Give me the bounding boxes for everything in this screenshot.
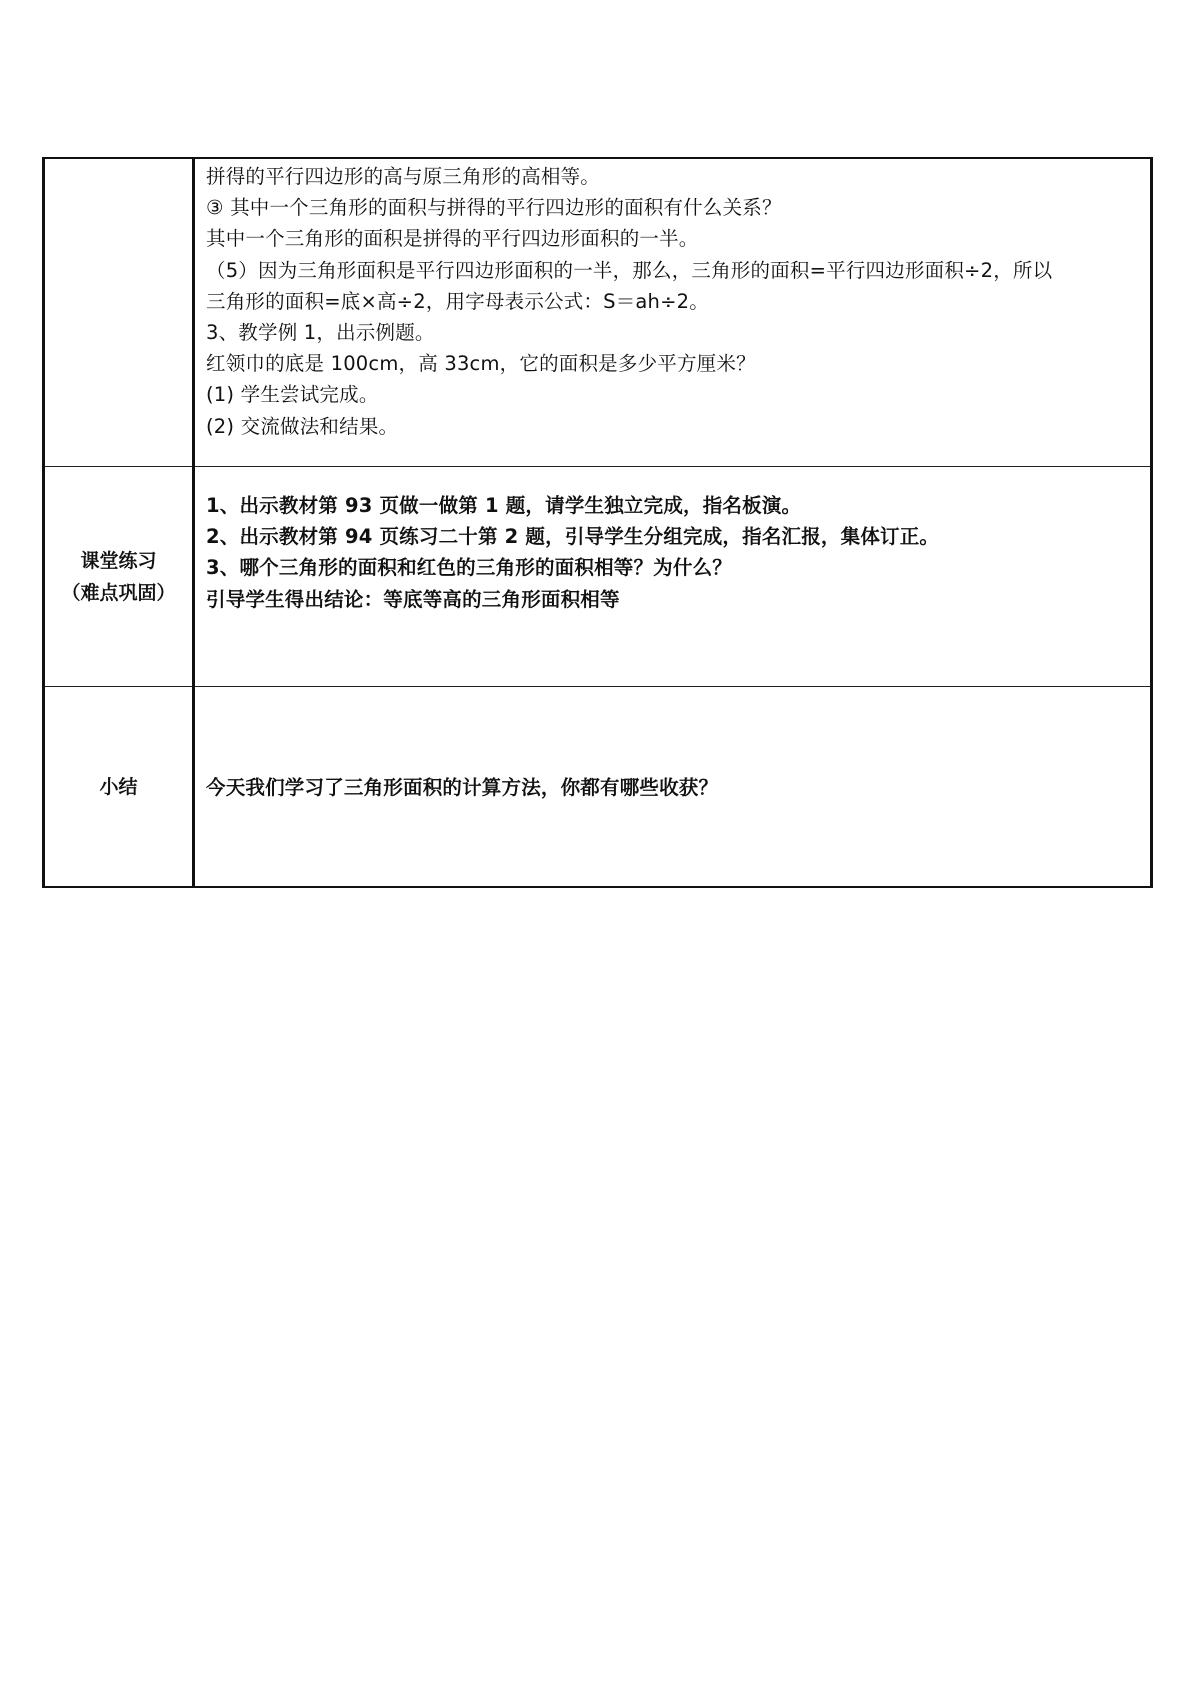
content-line: (1) 学生尝试完成。 — [206, 383, 379, 407]
table-row-summary — [44, 687, 1152, 888]
content-line: （5）因为三角形面积是平行四边形面积的一半，那么，三角形的面积=平行四边形面积÷2，所以 — [206, 258, 1053, 282]
content-line: 1、出示教材第 93 页做一做第 1 题，请学生独立完成，指名板演。 — [206, 494, 802, 517]
content-line: 红领巾的底是 100cm，高 33cm，它的面积是多少平方厘米？ — [206, 352, 756, 376]
row-label-line: （难点巩固） — [61, 581, 176, 604]
content-line: 拼得的平行四边形的高与原三角形的高相等。 — [206, 165, 601, 188]
content-line: 今天我们学习了三角形面积的计算方法，你都有哪些收获？ — [206, 775, 719, 799]
content-cell-summary — [194, 687, 1152, 888]
row-label-empty — [44, 158, 194, 467]
row-label-summary — [44, 687, 194, 888]
content-line: ③ 其中一个三角形的面积与拼得的平行四边形的面积有什么关系？ — [206, 196, 782, 220]
content-line: 3、哪个三角形的面积和红色的三角形的面积相等？为什么？ — [206, 556, 732, 580]
content-cell-teaching-process — [194, 158, 1152, 467]
lesson-plan-table — [42, 157, 1153, 888]
content-line: (2) 交流做法和结果。 — [206, 414, 399, 438]
content-line: 2、出示教材第 94 页练习二十第 2 题，引导学生分组完成，指名汇报，集体订正。 — [206, 525, 940, 549]
content-line: 3、教学例 1，出示例题。 — [206, 321, 435, 345]
content-line: 三角形的面积=底×高÷2，用字母表示公式：S＝ah÷2。 — [206, 289, 709, 313]
content-line: 引导学生得出结论：等底等高的三角形面积相等 — [206, 587, 620, 611]
row-label-line: 小结 — [99, 775, 138, 798]
row-label-classroom-practice — [44, 467, 194, 687]
content-line: 其中一个三角形的面积是拼得的平行四边形面积的一半。 — [206, 227, 699, 251]
table-row-teaching-process — [44, 158, 1152, 467]
row-label-line: 课堂练习 — [80, 549, 157, 572]
content-cell-classroom-practice — [194, 467, 1152, 687]
table-row-classroom-practice — [44, 467, 1152, 687]
